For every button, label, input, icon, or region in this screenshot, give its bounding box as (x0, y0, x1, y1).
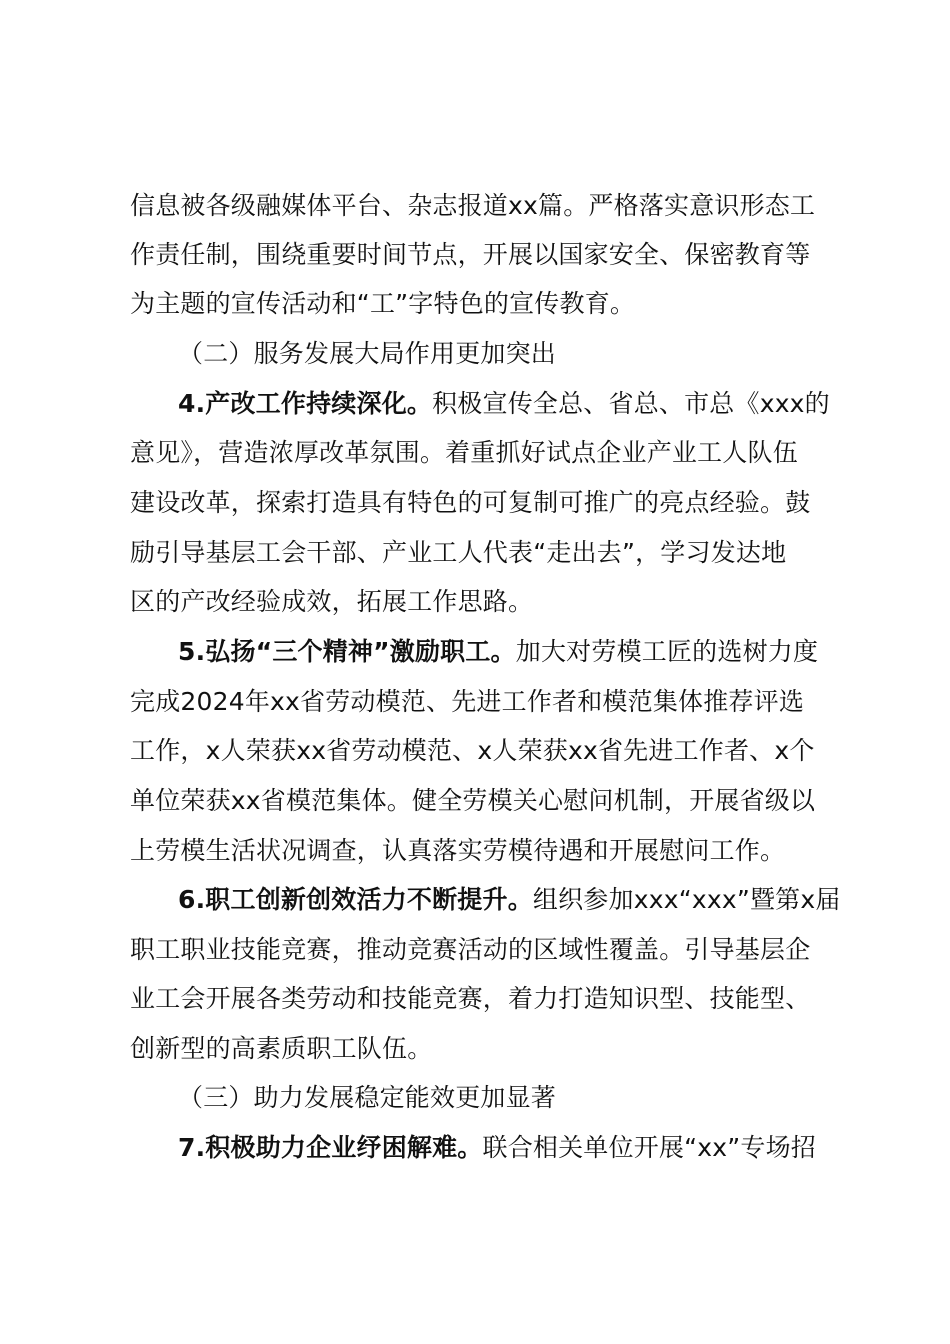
item-6-first-line (178, 885, 898, 915)
item-4-title: 4.产改工作持续深化。 (178, 389, 433, 418)
paragraph-line: 意见》，营造浓厚改革氛围。着重抓好试点企业产业工人队伍 (130, 438, 798, 467)
paragraph-line: 完成2024年xx省劳动模范、先进工作者和模范集体推荐评选 (130, 687, 805, 716)
item-5-title: 5.弘扬“三个精神”激励职工。 (178, 637, 516, 666)
item-7-text: 联合相关单位开展“xx”专场招 (482, 1133, 816, 1162)
section-heading-2: （二）服务发展大局作用更加突出 (178, 339, 557, 368)
paragraph-line: 职工职业技能竞赛，推动竞赛活动的区域性覆盖。引导基层企 (130, 935, 811, 964)
item-7-first-line (178, 1133, 898, 1163)
paragraph-line: 业工会开展各类劳动和技能竞赛，着力打造知识型、技能型、 (130, 984, 811, 1013)
paragraph-line: 工作，x人荣获xx省劳动模范、x人荣获xx省先进工作者、x个 (130, 736, 815, 765)
paragraph-line: 作责任制，围绕重要时间节点，开展以国家安全、保密教育等 (130, 240, 811, 269)
item-6-text: 组织参加xxx“xxx”暨第x届 (532, 885, 841, 914)
section-heading-3: （三）助力发展稳定能效更加显著 (178, 1083, 557, 1112)
item-5-first-line (178, 637, 898, 667)
item-6-title: 6.职工创新创效活力不断提升。 (178, 885, 533, 914)
paragraph-line: 信息被各级融媒体平台、杂志报道xx篇。严格落实意识形态工 (130, 191, 816, 220)
paragraph-line: 为主题的宣传活动和“工”字特色的宣传教育。 (130, 289, 636, 318)
item-7-title: 7.积极助力企业纾困解难。 (178, 1133, 483, 1162)
item-5-text: 加大对劳模工匠的选树力度 (515, 637, 819, 666)
item-4-text: 积极宣传全总、省总、市总《xxx的 (432, 389, 830, 418)
paragraph-line: 单位荣获xx省模范集体。健全劳模关心慰问机制，开展省级以 (130, 786, 816, 815)
paragraph-line: 上劳模生活状况调查，认真落实劳模待遇和开展慰问工作。 (130, 836, 786, 865)
paragraph-line: 创新型的高素质职工队伍。 (130, 1034, 433, 1063)
paragraph-line: 励引导基层工会干部、产业工人代表“走出去”，学习发达地 (130, 538, 787, 567)
paragraph-line: 建设改革，探索打造具有特色的可复制可推广的亮点经验。鼓 (130, 488, 811, 517)
item-4-first-line (178, 389, 898, 419)
paragraph-line: 区的产改经验成效，拓展工作思路。 (130, 587, 534, 616)
